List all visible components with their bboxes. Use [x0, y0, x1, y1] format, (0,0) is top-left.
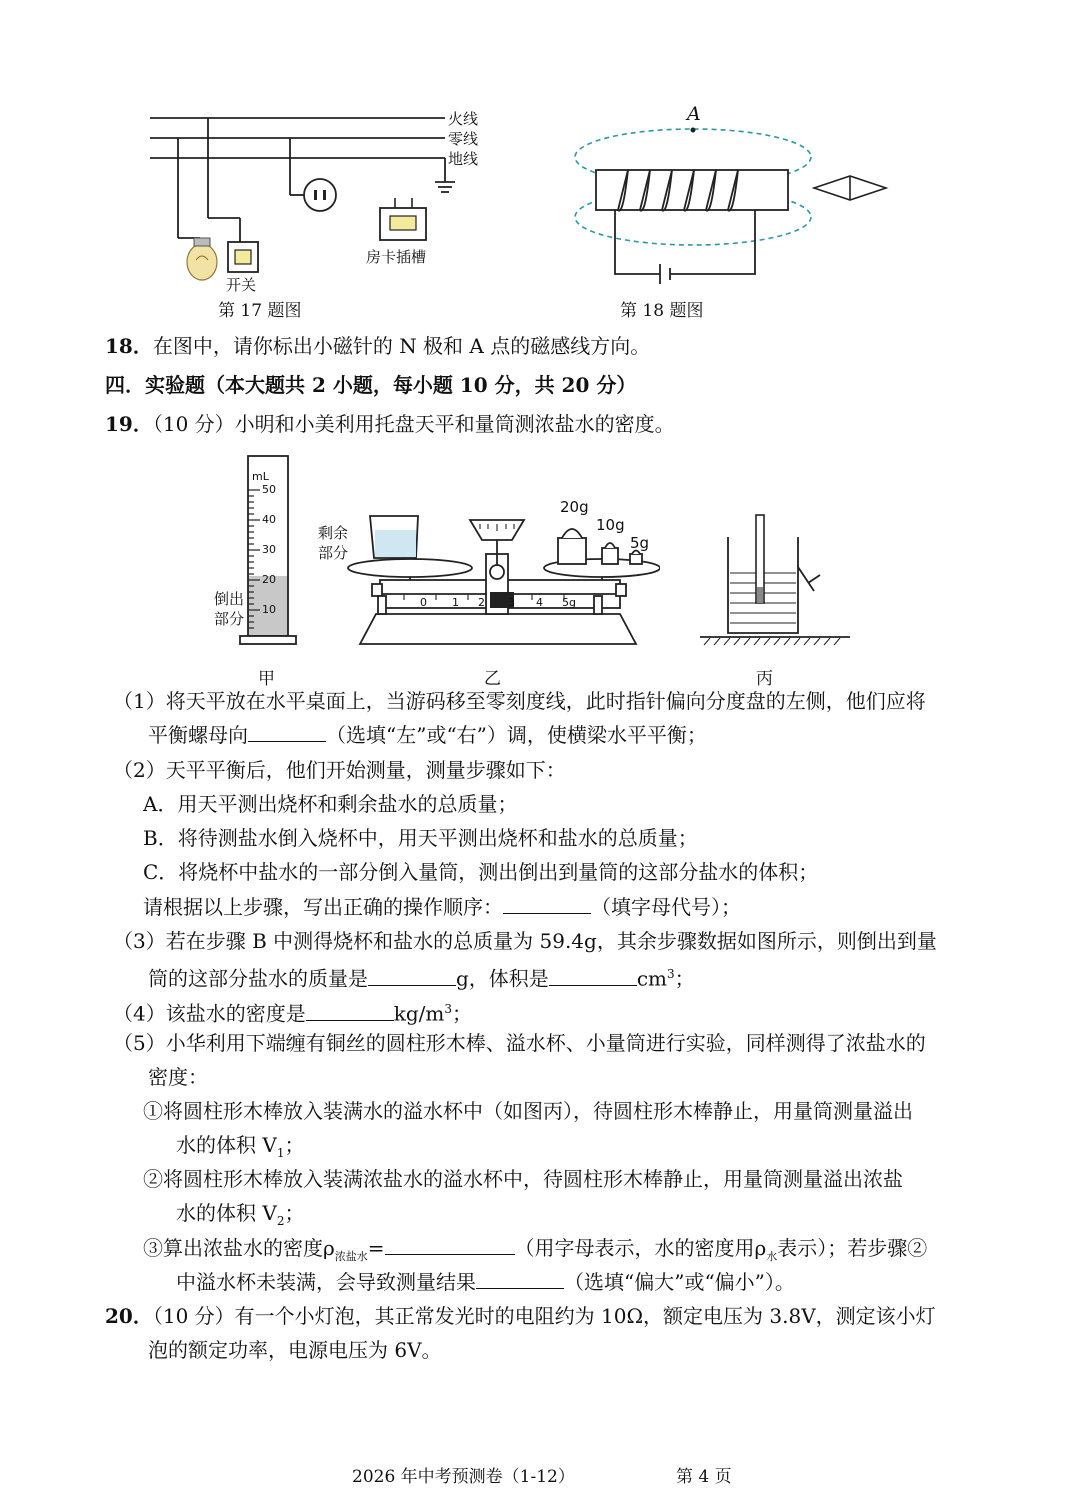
cylinder-unit: mL [252, 470, 269, 483]
section-4-heading: 四．实验题（本大题共 2 小题，每小题 10 分，共 20 分） [105, 373, 637, 397]
cylinder-tick-10: 10 [262, 603, 276, 616]
remaining-label-1: 剩余 [318, 524, 349, 542]
question-text: 在图中，请你标出小磁针的 N 极和 A 点的磁感线方向。 [152, 334, 651, 358]
question-text: （10 分）小明和小美利用托盘天平和量筒测浓盐水的密度。 [152, 412, 675, 436]
poured-label-1: 倒出 [214, 590, 245, 608]
q19-sub1-line1: ①将圆柱形木棒放入装满水的溢水杯中（如图丙），待圆柱形木棒静止，用量筒测量溢出 [143, 1099, 913, 1123]
zero-line-label: 零线 [448, 130, 479, 148]
q19-part1-line2: 平衡螺母向 （选填“左”或“右”）调，使横梁水平平衡； [148, 723, 707, 747]
poured-label-2: 部分 [214, 610, 245, 628]
q19-part1-line1: （1）将天平放在水平桌面上，当游码移至零刻度线，此时指针偏向分度盘的左侧，他们应将 [113, 689, 926, 713]
figure-18-solenoid [560, 100, 900, 290]
q19-part2: （2）天平平衡后，他们开始测量，测量步骤如下： [113, 758, 566, 782]
compass-needle-icon [814, 176, 886, 200]
question-number: 20． [105, 1304, 153, 1328]
q19-part5-line2: 密度： [148, 1065, 208, 1089]
question-text: （10 分）有一个小灯泡，其正常发光时的电阻约为 10Ω，额定电压为 3.8V，测定该小灯 [152, 1304, 936, 1328]
card-slot-label: 房卡插槽 [366, 248, 427, 266]
footer-exam-title: 2026 年中考预测卷（1-12） [352, 1467, 575, 1487]
answer-blank[interactable] [368, 965, 456, 986]
figure-bing-overflow-cup [690, 505, 860, 650]
q19-step-b: B．将待测盐水倒入烧杯中，用天平测出烧杯和盐水的总质量； [143, 826, 698, 850]
bulb-icon [187, 238, 217, 280]
question-20-line1 [105, 1303, 936, 1329]
q19-sub2-line1: ②将圆柱形木棒放入装满浓盐水的溢水杯中，待圆柱形木棒静止，用量筒测量溢出浓盐 [143, 1167, 903, 1191]
figure-17-caption: 第 17 题图 [218, 301, 302, 321]
scale-5g: 5g [562, 596, 576, 609]
q19-part4: （4）该盐水的密度是 $kg/m^3$； [113, 1001, 472, 1026]
answer-blank[interactable] [476, 1268, 564, 1289]
answer-blank[interactable] [248, 721, 326, 742]
q19-step-c: C．将烧杯中盐水的一部分倒入量筒，测出倒出到量筒的这部分盐水的体积； [143, 860, 819, 884]
q19-sub3-line2: 中溢水杯未装满，会导致测量结果 （选填“偏大”或“偏小”）。 [176, 1270, 795, 1294]
q19-part5-line1: （5）小华利用下端缠有铜丝的圆柱形木棒、溢水杯、小量筒进行实验，同样测得了浓盐水的 [113, 1031, 926, 1055]
figure-18-caption: 第 18 题图 [620, 301, 704, 321]
question-number: 19． [105, 412, 153, 436]
scale-4: 4 [536, 596, 543, 609]
answer-blank[interactable] [306, 1000, 394, 1021]
cylinder-tick-30: 30 [262, 543, 276, 556]
scale-3: 3 [508, 596, 515, 609]
socket-icon [304, 179, 336, 211]
switch-label: 开关 [226, 276, 257, 294]
switch-icon [228, 242, 258, 272]
q19-sub2-line2: 水的体积 $V_2$； [176, 1201, 305, 1228]
cylinder-tick-50: 50 [262, 483, 276, 496]
question-number: 18． [105, 334, 153, 358]
q19-step-a: A．用天平测出烧杯和剩余盐水的总质量； [143, 792, 518, 816]
fire-line-label: 火线 [448, 110, 479, 128]
q19-part3-line1: （3）若在步骤 B 中测得烧杯和盐水的总质量为 59.4g，其余步骤数据如图所示，则倒出到量 [113, 929, 937, 953]
cylinder-tick-40: 40 [262, 513, 276, 526]
answer-blank[interactable] [385, 1234, 515, 1255]
answer-blank[interactable] [549, 965, 637, 986]
answer-blank[interactable] [503, 893, 591, 914]
weight-20g-label: 20g [560, 498, 589, 516]
q19-part3-line2: 筒的这部分盐水的质量是 g，体积是 $cm^3$； [148, 966, 695, 991]
weight-5g-label: 5g [630, 534, 650, 552]
figure-jia-caption: 甲 [258, 669, 275, 689]
card-slot-icon [380, 198, 426, 240]
figure-bing-caption: 丙 [756, 669, 773, 689]
figure-yi-caption: 乙 [484, 669, 501, 689]
weight-10g-label: 10g [596, 516, 625, 534]
footer-page-number: 第 4 页 [676, 1467, 732, 1487]
question-20-line2: 泡的额定功率，电源电压为 6V。 [148, 1338, 442, 1362]
q19-sub3-line1: ③算出浓盐水的密度$\rho_{浓盐水}=$ （用字母表示，水的密度用$\rho_水$表示）；若步骤② [143, 1236, 928, 1263]
ground-line-label: 地线 [448, 150, 479, 168]
point-a-label: A [687, 103, 701, 125]
scale-2: 2 [478, 596, 485, 609]
cylinder-tick-20: 20 [262, 573, 276, 586]
scale-1: 1 [452, 596, 459, 609]
question-18 [105, 333, 650, 359]
q19-order-line: 请根据以上步骤，写出正确的操作顺序： （填字母代号）； [143, 895, 741, 919]
question-19-intro [105, 411, 675, 437]
remaining-label-2: 部分 [318, 544, 349, 562]
q19-sub1-line2: 水的体积 $V_1$； [176, 1133, 305, 1160]
scale-0: 0 [420, 596, 427, 609]
